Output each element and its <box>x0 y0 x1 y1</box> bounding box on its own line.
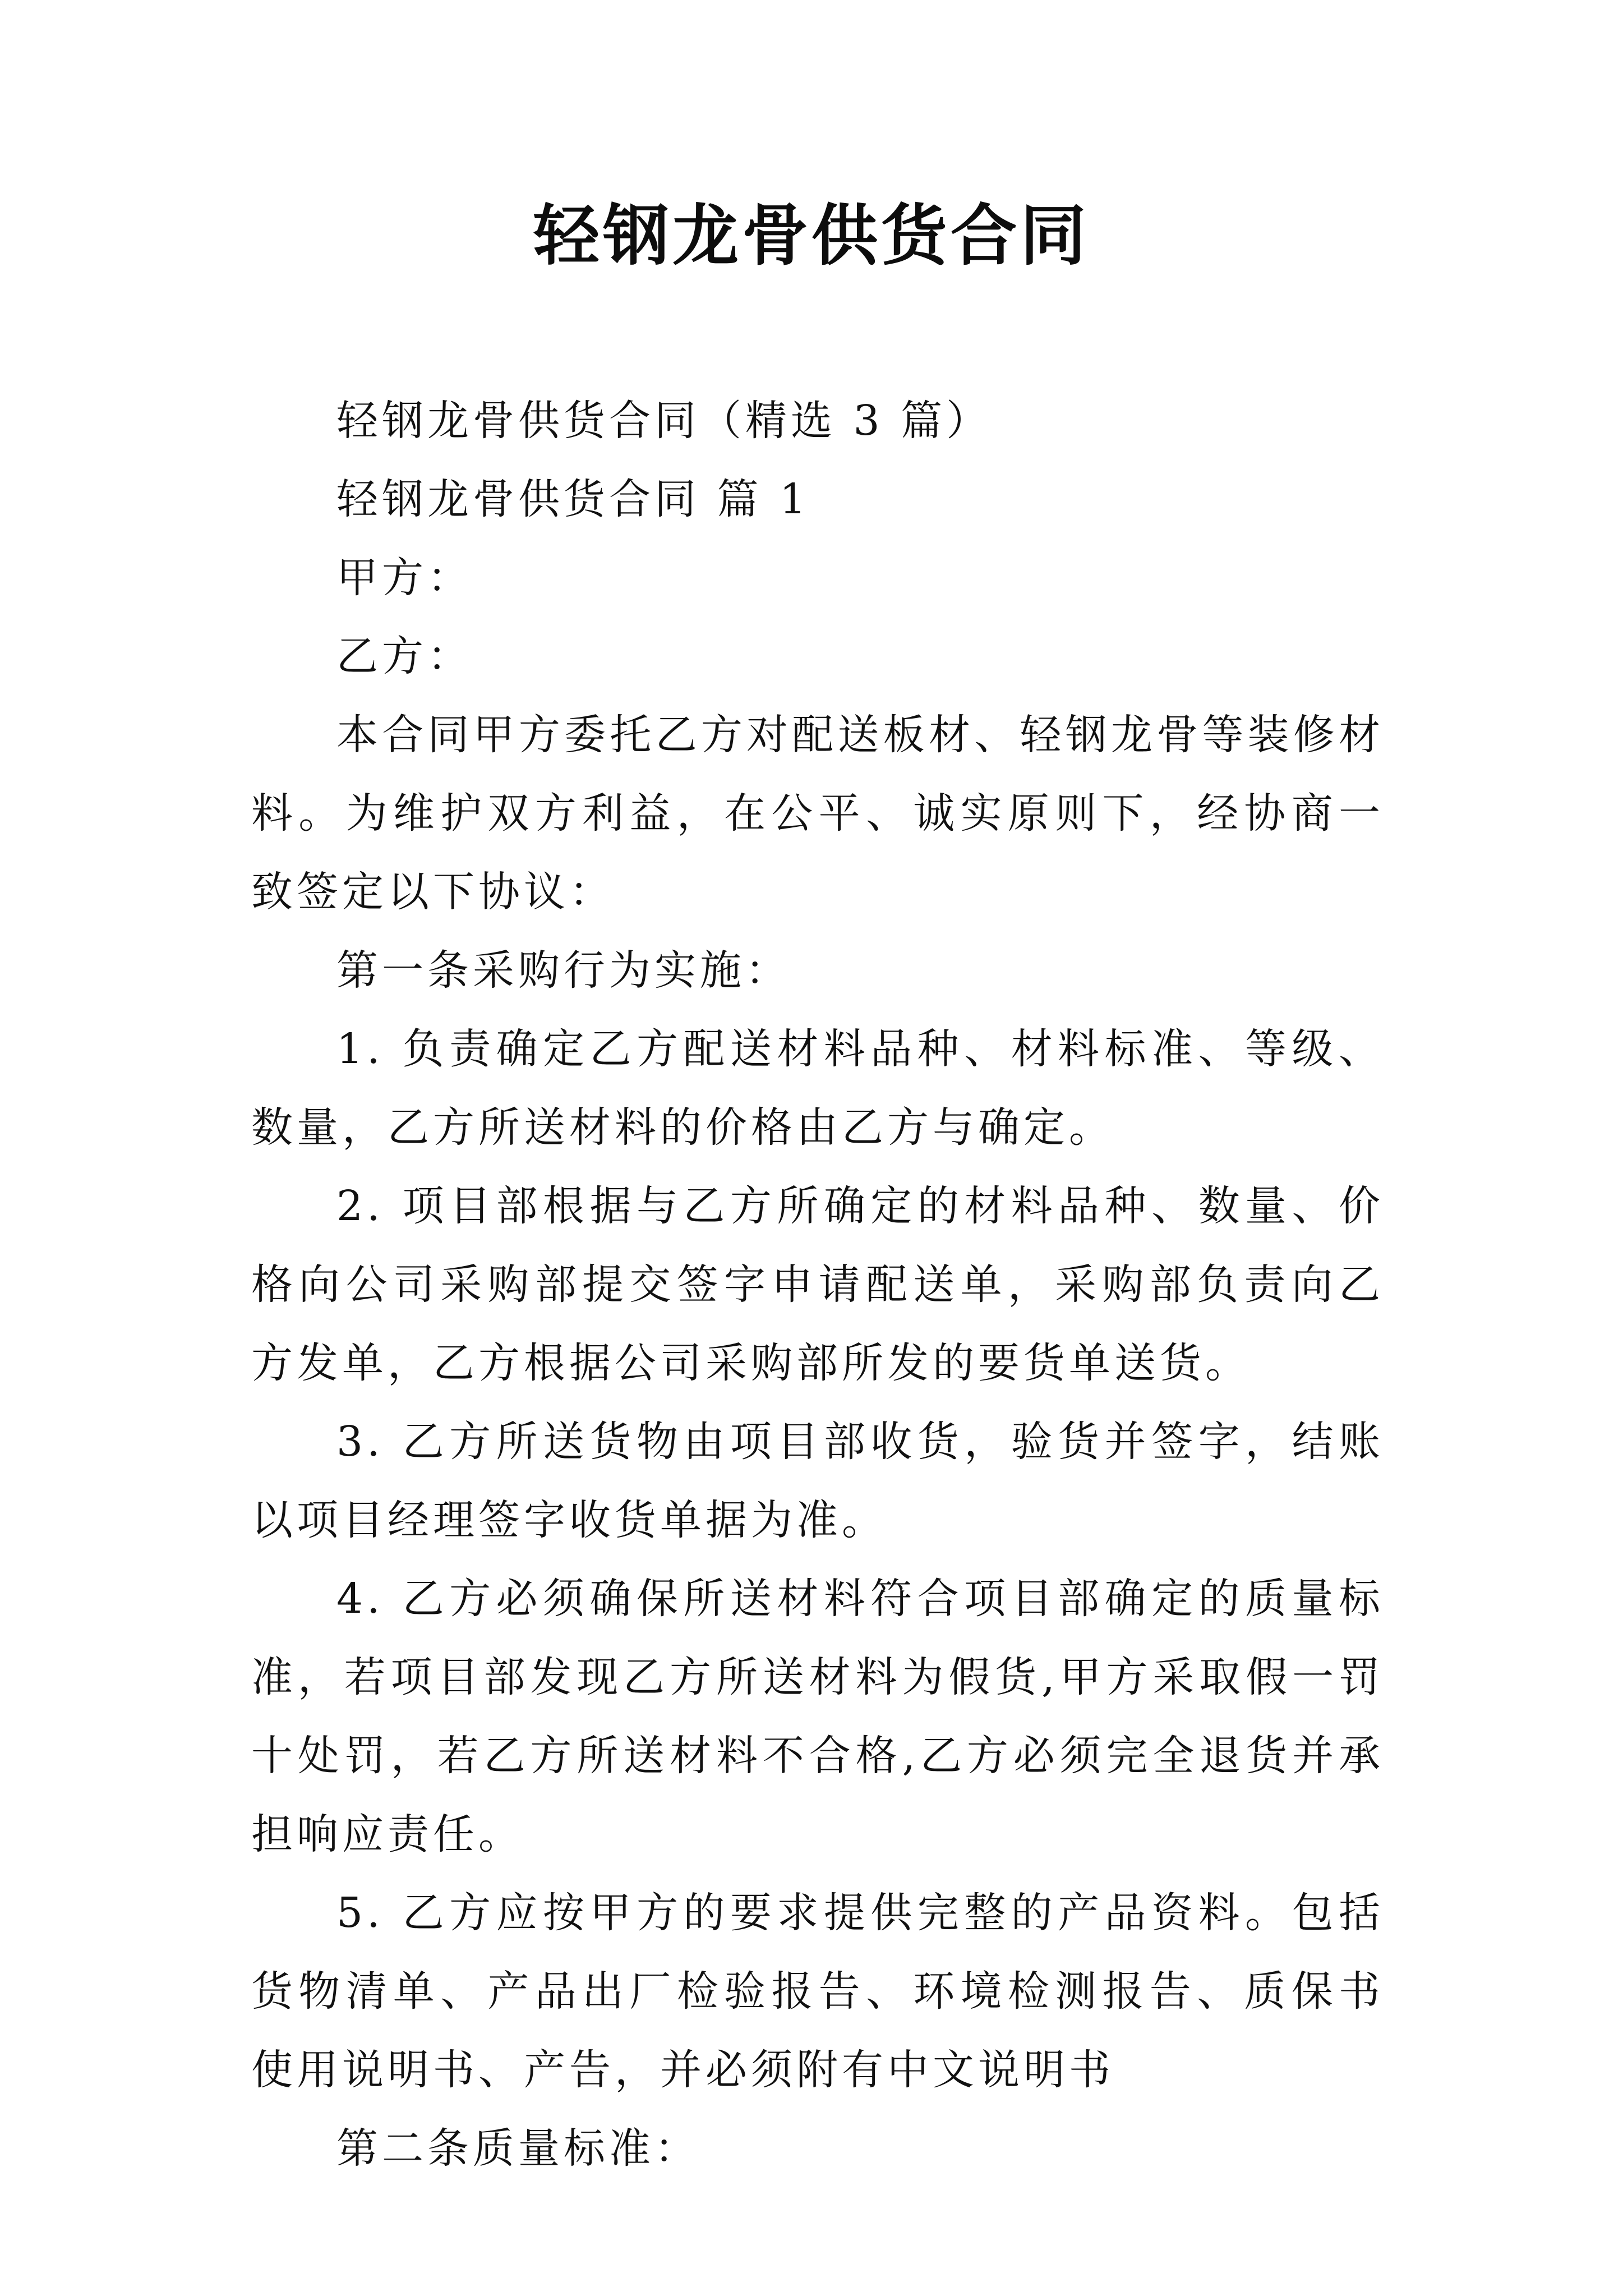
paragraph-clause-1: 1. 负责确定乙方配送材料品种、材料标准、等级、数量，乙方所送材料的价格由乙方与确定。 <box>251 1025 1384 1152</box>
document-body <box>251 381 1384 2188</box>
document-title: 轻钢龙骨供货合同 <box>533 197 1090 274</box>
paragraph-clause-4: 4. 乙方必须确保所送材料符合项目部确定的质量标准，若项目部发现乙方所送材料为假货,甲方采取假一罚十处罚，若乙方所送材料不合格,乙方必须完全退货并承担响应责任。 <box>251 1575 1384 1858</box>
paragraph-clause-3: 3. 乙方所送货物由项目部收货，验货并签字，结账以项目经理签字收货单据为准。 <box>251 1418 1384 1544</box>
paragraph-section-title: 轻钢龙骨供货合同 篇 1 <box>336 475 810 523</box>
paragraph-article-2-heading: 第二条质量标准： <box>336 2124 700 2173</box>
paragraph-party-a: 甲方： <box>336 554 473 602</box>
paragraph-clause-5: 5. 乙方应按甲方的要求提供完整的产品资料。包括货物清单、产品出厂检验报告、环境检测报告、质保书使用说明书、产告，并必须附有中文说明书 <box>251 1889 1384 2094</box>
paragraph-clause-2: 2. 项目部根据与乙方所确定的材料品种、数量、价格向公司采购部提交签字申请配送单，采购部负责向乙方发单，乙方根据公司采购部所发的要货单送货。 <box>251 1182 1384 1387</box>
paragraph-article-1-heading: 第一条采购行为实施： <box>336 946 791 995</box>
paragraph-party-b: 乙方： <box>336 632 473 680</box>
paragraph-collection-title: 轻钢龙骨供货合同（精选 3 篇） <box>336 397 992 445</box>
paragraph-intro: 本合同甲方委托乙方对配送板材、轻钢龙骨等装修材料。为维护双方利益，在公平、诚实原则下，经协商一致签定以下协议： <box>251 711 1384 916</box>
